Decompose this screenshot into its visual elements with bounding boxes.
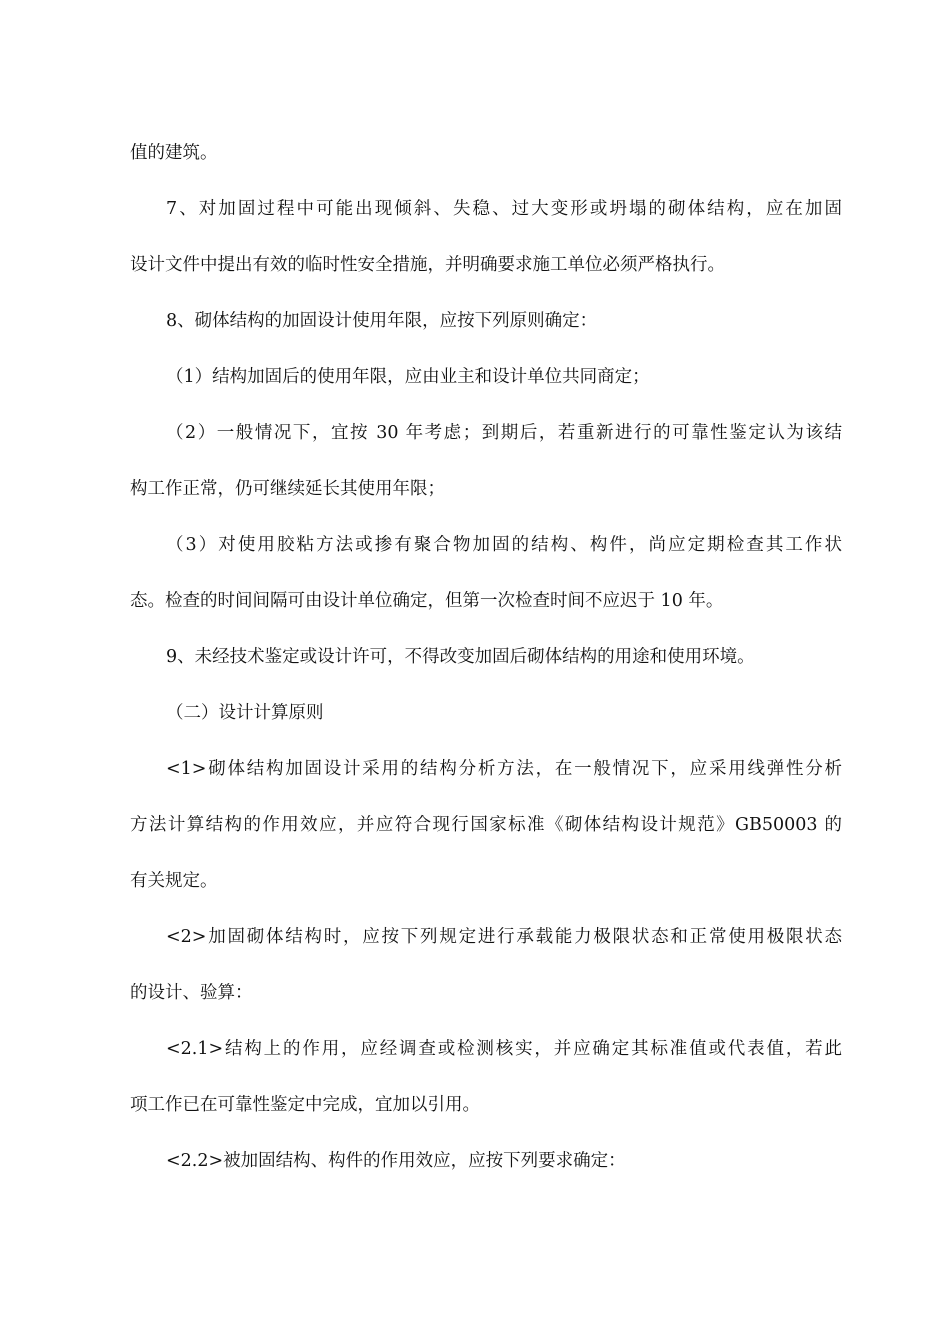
text-line: 8、砌体结构的加固设计使用年限，应按下列原则确定： bbox=[166, 311, 598, 331]
text-line: （1）结构加固后的使用年限，应由业主和设计单位共同商定； bbox=[166, 367, 650, 387]
text-line: 方法计算结构的作用效应，并应符合现行国家标准《砌体结构设计规范》GB50003 的 bbox=[130, 815, 842, 835]
text-line: <2.1>结构上的作用，应经调查或检测核实，并应确定其标准值或代表值，若此 bbox=[166, 1039, 842, 1059]
text-line: 值的建筑。 bbox=[130, 143, 218, 163]
text-line: 态。检查的时间间隔可由设计单位确定，但第一次检查时间不应迟于 10 年。 bbox=[130, 591, 724, 611]
text-line: 设计文件中提出有效的临时性安全措施，并明确要求施工单位必须严格执行。 bbox=[130, 255, 725, 275]
section-heading: （二）设计计算原则 bbox=[166, 703, 324, 723]
text-line: 有关规定。 bbox=[130, 871, 218, 891]
text-line: 项工作已在可靠性鉴定中完成，宜加以引用。 bbox=[130, 1095, 480, 1115]
text-line: 构工作正常，仍可继续延长其使用年限； bbox=[130, 479, 445, 499]
text-line: 9、未经技术鉴定或设计许可，不得改变加固后砌体结构的用途和使用环境。 bbox=[166, 647, 755, 667]
text-line: <2>加固砌体结构时，应按下列规定进行承载能力极限状态和正常使用极限状态 bbox=[166, 927, 842, 947]
text-line: <1>砌体结构加固设计采用的结构分析方法，在一般情况下，应采用线弹性分析 bbox=[166, 759, 842, 779]
text-line: （3）对使用胶粘方法或掺有聚合物加固的结构、构件，尚应定期检查其工作状 bbox=[166, 535, 842, 555]
text-line: 7、对加固过程中可能出现倾斜、失稳、过大变形或坍塌的砌体结构，应在加固 bbox=[166, 199, 842, 219]
text-line: （2）一般情况下，宜按 30 年考虑；到期后，若重新进行的可靠性鉴定认为该结 bbox=[166, 423, 842, 443]
text-line: <2.2>被加固结构、构件的作用效应，应按下列要求确定： bbox=[166, 1151, 626, 1171]
text-line: 的设计、验算： bbox=[130, 983, 253, 1003]
